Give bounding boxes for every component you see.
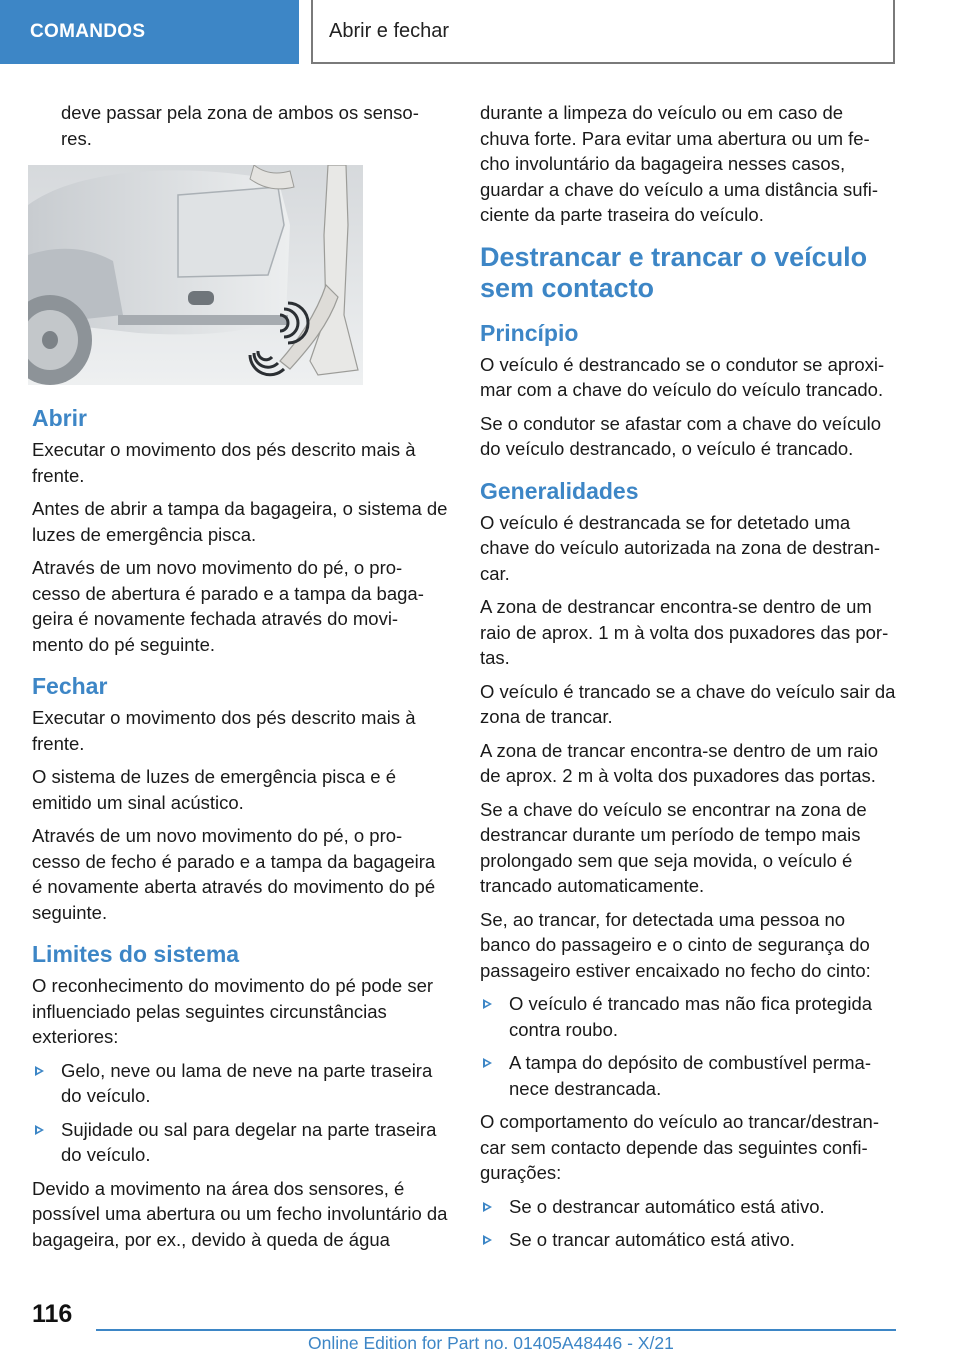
page-number: 116 xyxy=(32,1300,73,1328)
foot-sensor-illustration xyxy=(28,165,363,385)
paragraph: Executar o movimento dos pés descrito mais à frente. xyxy=(32,707,416,754)
paragraph: A zona de destrancar encontra-se dentro de um raio de aprox. 1 m à volta dos puxadores das por‐tas. xyxy=(480,596,889,668)
paragraph: O sistema de luzes de emergência pisca e é emitido um sinal acústico. xyxy=(32,766,397,813)
heading-principle: Princípio xyxy=(480,319,579,346)
chapter-header xyxy=(311,0,895,64)
paragraph: Se, ao trancar, for detectada uma pessoa no banco do passageiro e o cinto de segurança do passageiro estiver encaixado no fecho do cinto: xyxy=(480,908,871,981)
right-column xyxy=(480,100,896,1261)
section-title-keyless: Destrancar e trancar o veículo sem contacto xyxy=(480,241,868,303)
triangle-bullet-icon xyxy=(483,999,492,1009)
section-title: COMANDOS xyxy=(30,21,146,42)
list-item: Se o trancar automático está ativo. xyxy=(480,1227,896,1253)
paragraph: Devido a movimento na área dos sensores, é possível uma abertura ou um fecho involuntário da bagageira, por ex., devido à queda de água xyxy=(32,1177,448,1250)
paragraph: Executar o movimento dos pés descrito mais à frente. xyxy=(32,439,416,486)
heading-close: Fechar xyxy=(32,673,108,699)
paragraph: A zona de trancar encontra-se dentro de um raio de aprox. 2 m à volta dos puxadores das portas. xyxy=(480,739,878,786)
list-item: Se o destrancar automático está ativo. xyxy=(480,1194,896,1220)
footer-edition: Online Edition for Part no. 01405A48446 - X/21 xyxy=(308,1333,674,1353)
section-tab xyxy=(0,0,299,64)
paragraph: Através de um novo movimento do pé, o pro‐cesso de fecho é parado e a tampa da bagageira é novamente aberta através do movimento do pé seguinte. xyxy=(32,825,436,923)
heading-open: Abrir xyxy=(32,405,87,431)
paragraph: O reconhecimento do movimento do pé pode ser influenciado pelas seguintes circunstâncias exteriores: xyxy=(32,975,434,1047)
heading-general: Generalidades xyxy=(480,477,639,504)
paragraph: O comportamento do veículo ao trancar/destran‐car sem contacto depende das seguintes confi‐gurações: xyxy=(480,1111,879,1183)
paragraph: O veículo é trancado se a chave do veículo sair da zona de trancar. xyxy=(480,680,896,727)
chapter-title: Abrir e fechar xyxy=(329,19,450,42)
heading-system-limits: Limites do sistema xyxy=(32,941,240,967)
bullet-list xyxy=(32,1058,448,1168)
paragraph: Se a chave do veículo se encontrar na zona de destrancar durante um período de tempo mais prolongado sem que seja movida, o veículo é trancado automaticamente. xyxy=(480,798,867,896)
paragraph: O veículo é destrancada se for detetado uma chave do veículo autorizada na zona de destran‐car. xyxy=(480,511,881,584)
paragraph: O veículo é destrancado se o condutor se aproxi‐mar com a chave do veículo do veículo trancado. xyxy=(480,353,885,400)
footer-divider xyxy=(96,1329,896,1331)
left-column xyxy=(32,100,448,1260)
paragraph: Antes de abrir a tampa da bagageira, o sistema de luzes de emergência pisca. xyxy=(32,498,448,545)
paragraph: Através de um novo movimento do pé, o pro‐cesso de abertura é parado e a tampa da baga‐geira é novamente fechada através do movi‐mento do pé seguinte. xyxy=(32,557,424,655)
triangle-bullet-icon xyxy=(483,1202,492,1212)
triangle-bullet-icon xyxy=(35,1066,44,1076)
bullet-list xyxy=(480,991,896,1101)
list-item: A tampa do depósito de combustível perma‐nece destrancada. xyxy=(480,1050,896,1101)
paragraph: durante a limpeza do veículo ou em caso de chuva forte. Para evitar uma abertura ou um fe‐cho involuntário da bagageira nesses casos, guardar a chave do veículo a uma distância sufi‐ciente da parte traseira do veículo. xyxy=(480,102,878,225)
list-item: O veículo é trancado mas não fica protegida contra roubo. xyxy=(480,991,896,1042)
triangle-bullet-icon xyxy=(35,1125,44,1135)
list-item: Gelo, neve ou lama de neve na parte traseira do veículo. xyxy=(32,1058,448,1109)
triangle-bullet-icon xyxy=(483,1235,492,1245)
bullet-list xyxy=(480,1194,896,1253)
paragraph: Se o condutor se afastar com a chave do veículo do veículo destrancado, o veículo é trancado. xyxy=(480,412,882,459)
list-item: Sujidade ou sal para degelar na parte traseira do veículo. xyxy=(32,1117,448,1168)
intro-paragraph: deve passar pela zona de ambos os senso‐res. xyxy=(61,102,419,149)
triangle-bullet-icon xyxy=(483,1058,492,1068)
